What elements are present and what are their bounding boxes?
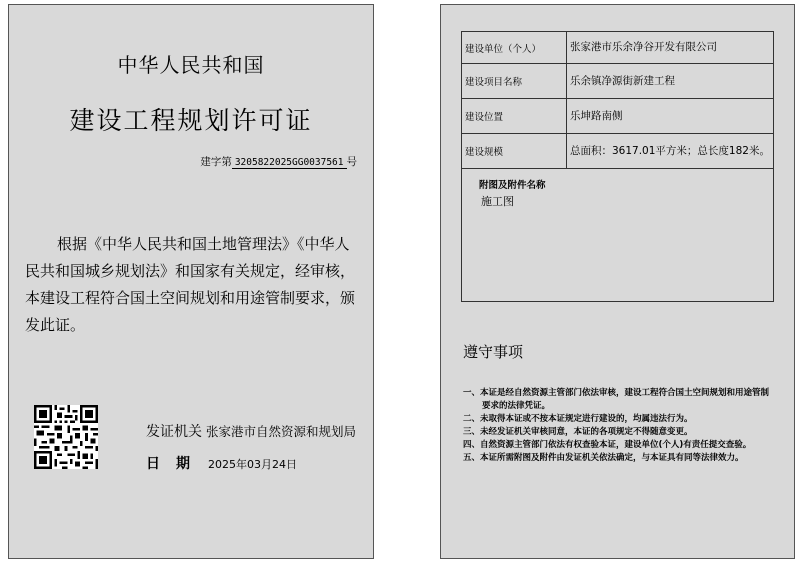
rules-list xyxy=(463,387,773,465)
rule-item: 五、本证所需附图及附件由发证机关依法确定，与本证具有同等法律效力。 xyxy=(463,453,744,463)
permit-number-suffix: 号 xyxy=(346,156,357,168)
permit-detail-page xyxy=(440,4,795,559)
attachments-label: 附图及附件名称 xyxy=(479,180,546,191)
row-value: 总面积：3617.01平方米；总长度182米。 xyxy=(567,134,774,169)
table-row xyxy=(462,99,774,134)
date-label-period: 期 xyxy=(176,456,192,472)
rule-item: 一、本证是经自然资源主管部门依法审核，建设工程符合国土空间规划和用途管制要求的法律凭证。 xyxy=(463,388,770,411)
date-label-day: 日 xyxy=(146,456,162,472)
rule-item: 三、未经发证机关审核同意，本证的各项规定不得随意变更。 xyxy=(463,427,693,437)
row-value: 张家港市乐余净谷开发有限公司 xyxy=(567,32,774,64)
permit-cover-page xyxy=(8,4,374,559)
row-label: 建设单位（个人） xyxy=(462,32,567,64)
rule-item: 二、未取得本证或不按本证规定进行建设的，均属违法行为。 xyxy=(463,414,693,424)
attachments-value: 施工图 xyxy=(481,195,514,208)
qr-code-icon xyxy=(34,405,98,469)
rule-item: 四、自然资源主管部门依法有权查验本证，建设单位(个人)有责任提交查验。 xyxy=(463,440,752,450)
issuing-authority xyxy=(146,421,356,441)
date-value: 2025年03月24日 xyxy=(208,458,297,471)
permit-title: 建设工程规划许可证 xyxy=(69,106,313,135)
table-row xyxy=(462,134,774,169)
project-info-table xyxy=(461,31,774,302)
permit-number-prefix: 建字第 xyxy=(200,156,232,168)
issuer-label: 发证机关 xyxy=(146,424,202,440)
row-label: 建设位置 xyxy=(462,99,567,134)
permit-statement: 根据《中华人民共和国土地管理法》《中华人民共和国城乡规划法》和国家有关规定，经审核，本建设工程符合国土空间规划和用途管制要求，颁发此证。 xyxy=(25,235,356,334)
permit-number: 3205822025GG0037561 xyxy=(232,157,347,169)
row-label: 建设项目名称 xyxy=(462,64,567,99)
row-label: 建设规模 xyxy=(462,134,567,169)
table-row xyxy=(462,32,774,64)
table-row xyxy=(462,64,774,99)
row-value: 乐余镇净源街新建工程 xyxy=(567,64,774,99)
issue-date xyxy=(146,453,297,473)
rules-title: 遵守事项 xyxy=(463,343,524,361)
permit-number-line xyxy=(200,154,357,169)
row-value: 乐坤路南侧 xyxy=(567,99,774,134)
country-name: 中华人民共和国 xyxy=(117,53,265,77)
issuer-value: 张家港市自然资源和规划局 xyxy=(206,424,357,439)
